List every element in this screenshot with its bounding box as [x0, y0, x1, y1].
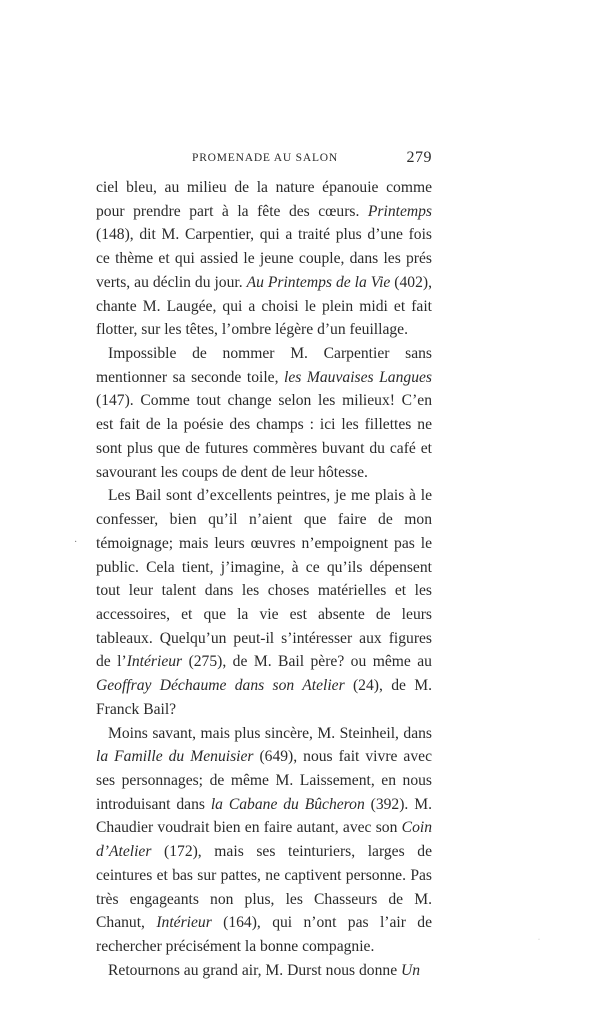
italic-title: Intérieur	[126, 653, 183, 671]
italic-title: Printemps	[367, 202, 432, 220]
text-run: Impossible de nommer M. Carpentier sans mentionner sa seconde toile,	[96, 345, 432, 386]
italic-title: Intérieur	[156, 914, 212, 932]
text-run: (402), chante M. Laugée, qui a choisi le plein midi et fait flotter, sur les têtes, l’ombre légère d’un feuillage.	[96, 273, 432, 339]
margin-dot: ·	[74, 537, 78, 548]
text-run: ciel bleu, au milieu de la nature épanouie comme pour prendre part à la fête des cœurs.	[96, 179, 432, 220]
italic-title: Geoffray Déchaume dans son Atelier	[96, 677, 345, 695]
body-text	[96, 176, 432, 982]
italic-title: les Mauvaises Langues	[284, 368, 432, 386]
text-run: (275), de M. Bail père? ou même au	[182, 653, 432, 671]
text-run: Retournons au grand air, M. Durst nous donne	[108, 961, 402, 979]
paragraph	[96, 959, 432, 983]
bottom-dot: ·	[538, 937, 540, 943]
paragraph	[96, 176, 432, 342]
italic-title: Coin d’Atelier	[96, 819, 432, 861]
italic-title: Au Printemps de la Vie	[246, 273, 391, 291]
italic-title: la Cabane du Bûcheron	[210, 795, 365, 813]
italic-title: la Famille du Menuisier	[96, 748, 254, 766]
paragraph	[96, 342, 432, 484]
text-run: Les Bail sont d’excellents peintres, je me plais à le confesser, bien qu’il n’aient que faire de mon témoignage; mais leurs œuvres n’empoignent pas le public. Cela tient, j’imagine, à ce qu’ils dépensent tout leur talent dans les choses matérielles et les accessoires, et que la vie est absente de leurs tableaux. Quelqu’un peut-il s’intéresser aux figures de l’	[96, 487, 432, 671]
paragraph	[96, 484, 432, 721]
paragraph	[96, 722, 432, 959]
text-run: (649), nous fait vivre avec ses personnages; de même M. Laissement, en nous introduisant dans	[96, 748, 432, 813]
text-run: (24), de M. Franck Bail?	[96, 677, 432, 718]
running-head	[96, 150, 432, 170]
text-run: (392). M. Chaudier voudrait bien en faire autant, avec son	[96, 795, 432, 837]
page-number: 279	[406, 149, 432, 166]
italic-title: Un	[401, 961, 421, 979]
text-run: (148), dit M. Carpentier, qui a traité plus d’une fois ce thème et qui assied le jeune couple, dans les prés verts, au déclin du jour.	[96, 226, 432, 291]
text-run: (147). Comme tout change selon les milieux! C’en est fait de la poésie des champs : ici les fillettes ne sont plus que de futures commères buvant du café et savourant les coups de dent de leur hôtesse.	[96, 392, 432, 481]
text-run: (164), qui n’ont pas l’air de rechercher précisément la bonne compagnie.	[96, 914, 433, 955]
text-run: (172), mais ses teinturiers, larges de ceintures et bas sur pattes, ne captivent personne. Pas très engageants non plus, les Chasseurs de M. Chanut,	[96, 843, 432, 932]
text-run: Moins savant, mais plus sincère, M. Steinheil, dans	[108, 724, 432, 742]
running-title: PROMENADE AU SALON	[192, 152, 339, 164]
